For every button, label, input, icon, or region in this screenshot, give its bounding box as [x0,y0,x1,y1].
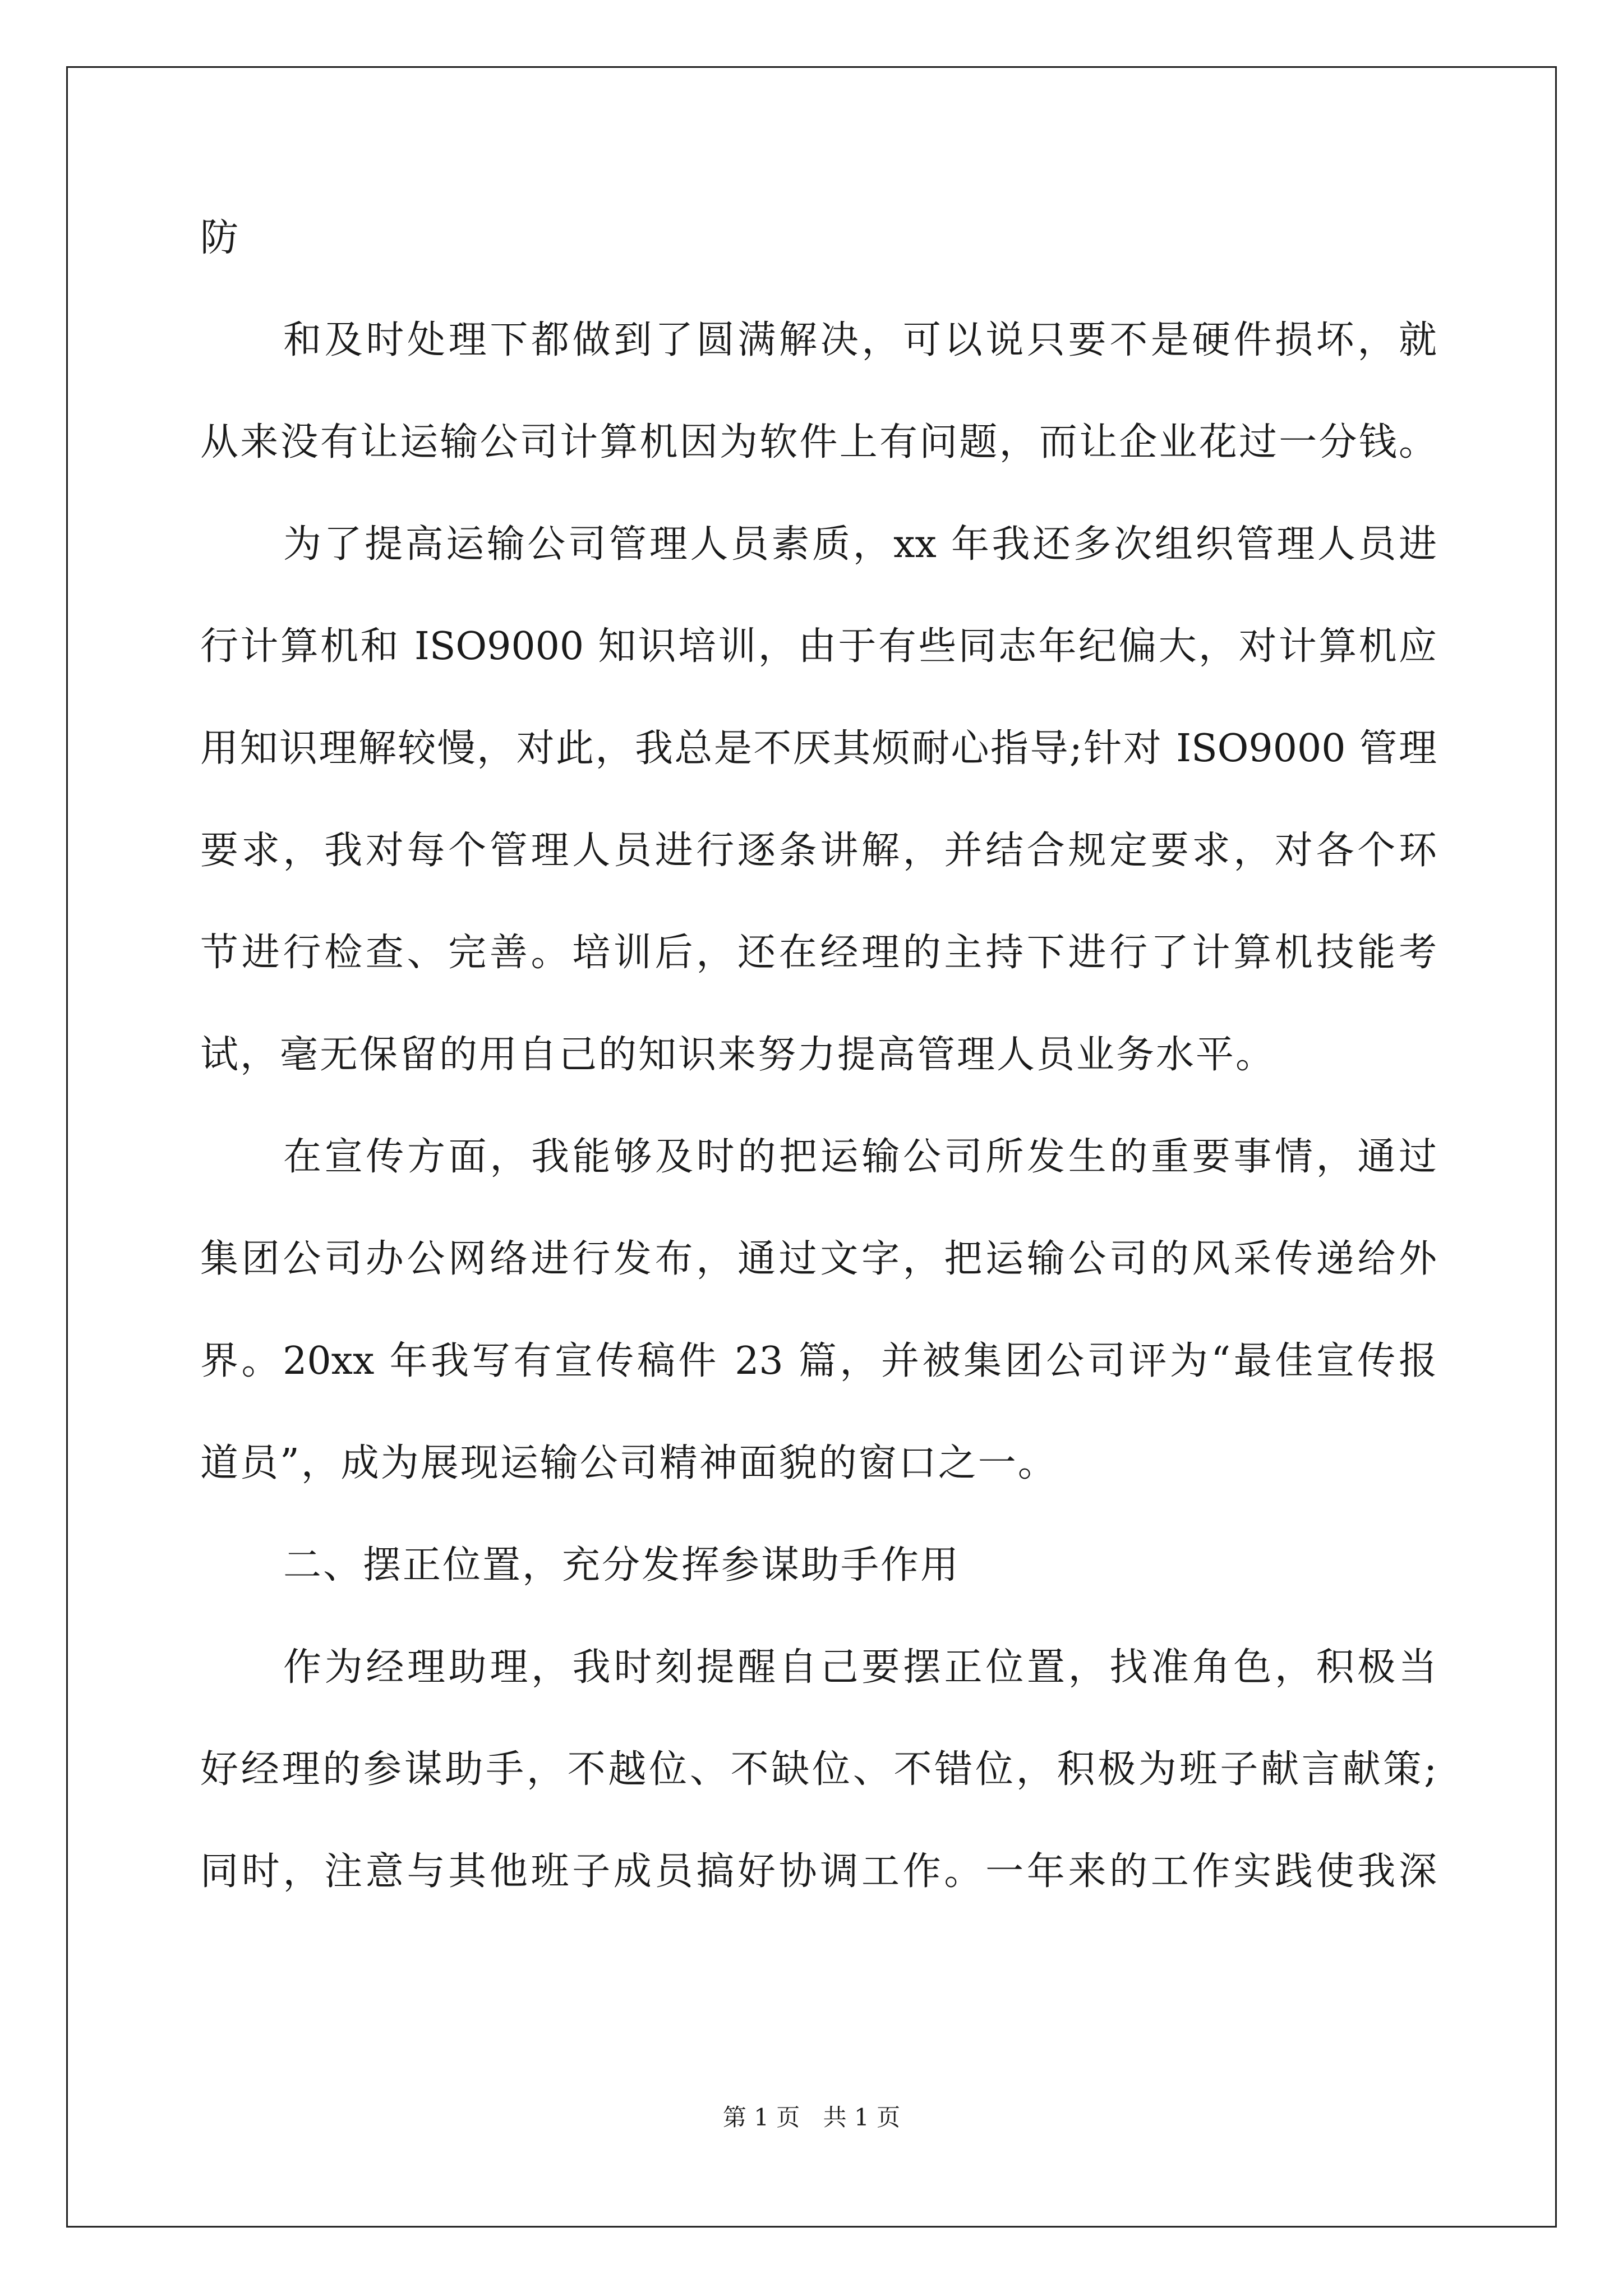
text-line: 同时，注意与其他班子成员搞好协调工作。一年来的工作实践使我深 [200,1849,1437,1894]
text-line: 为了提高运输公司管理人员素质，xx 年我还多次组织管理人员进 [283,522,1437,567]
page-footer [0,2101,1623,2134]
page-total: 共 1 页 [823,2104,901,2131]
text-line: 好经理的参谋助手，不越位、不缺位、不错位，积极为班子献言献策; [200,1747,1437,1792]
text-line: 道员”，成为展现运输公司精神面貌的窗口之一。 [200,1441,1058,1485]
document-body [200,213,1437,1949]
page-number: 第 1 页 [722,2104,800,2131]
text-line: 节进行检查、完善。培训后，还在经理的主持下进行了计算机技能考 [200,931,1437,975]
text-line: 在宣传方面，我能够及时的把运输公司所发生的重要事情，通过 [283,1135,1437,1179]
text-line: 界。20xx 年我写有宣传稿件 23 篇，并被集团公司评为“最佳宣传报 [200,1339,1437,1383]
text-line: 作为经理助理，我时刻提醒自己要摆正位置，找准角色，积极当 [283,1645,1437,1690]
text-line: 试，毫无保留的用自己的知识来努力提高管理人员业务水平。 [200,1033,1276,1077]
text-line: 行计算机和 ISO9000 知识培训，由于有些同志年纪偏大，对计算机应 [200,624,1437,669]
text-line: 和及时处理下都做到了圆满解决，可以说只要不是硬件损坏，就 [283,318,1437,362]
text-line: 防 [200,216,241,260]
text-line: 用知识理解较慢，对此，我总是不厌其烦耐心指导;针对 ISO9000 管理 [200,726,1437,771]
text-line: 集团公司办公网络进行发布，通过文字，把运输公司的风采传递给外 [200,1237,1437,1281]
text-line: 从来没有让运输公司计算机因为软件上有问题，而让企业花过一分钱。 [200,420,1437,464]
section-heading: 二、摆正位置，充分发挥参谋助手作用 [283,1543,961,1588]
text-line: 要求，我对每个管理人员进行逐条讲解，并结合规定要求，对各个环 [200,829,1437,873]
